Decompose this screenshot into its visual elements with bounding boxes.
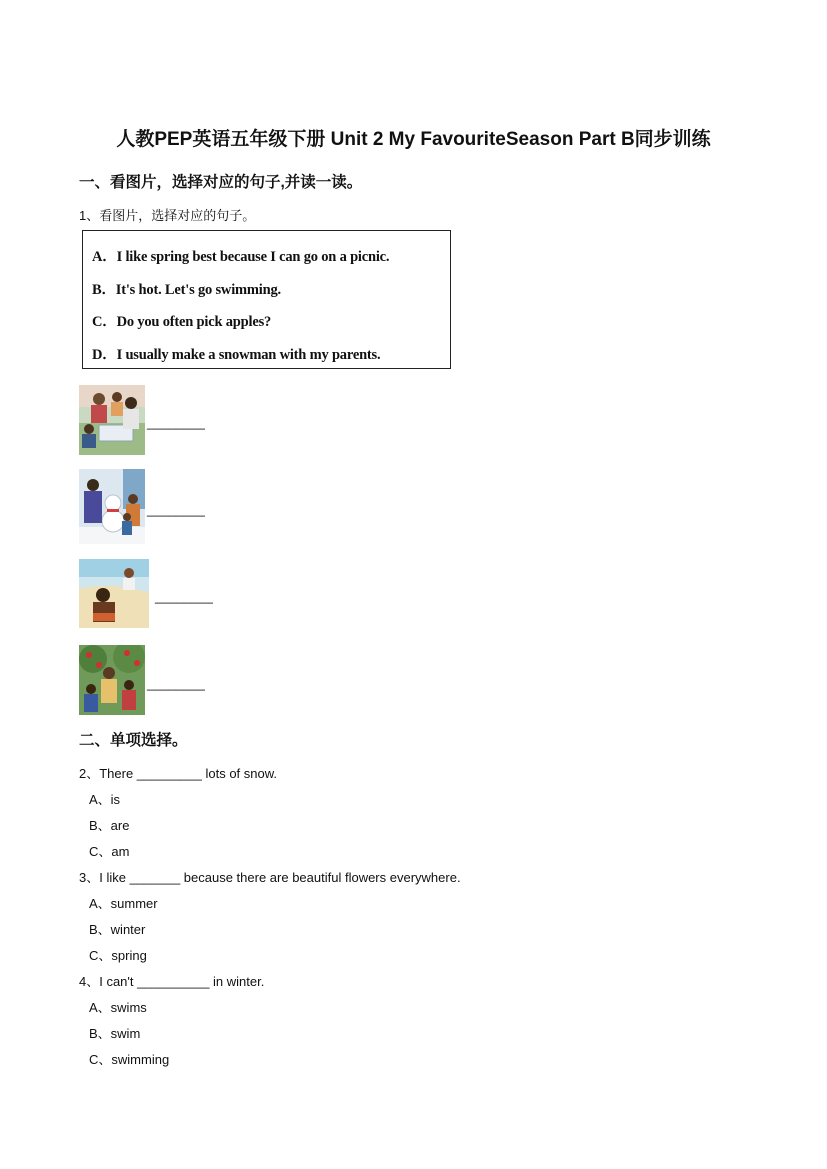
snowman-answer-blank: ________: [147, 502, 205, 517]
picnic-picture: [79, 385, 145, 455]
choice-b: B．It's hot. Let's go swimming.: [92, 282, 281, 298]
choice-box: [82, 230, 451, 369]
snowman-picture: [79, 469, 145, 544]
question-2-option-b[interactable]: B、are: [89, 818, 130, 833]
section-2-heading: 二、单项选择。: [79, 732, 188, 749]
question-1-stem: 1、看图片，选择对应的句子。: [79, 208, 256, 223]
choice-c: C．Do you often pick apples?: [92, 314, 272, 330]
beach-picture: [79, 559, 149, 628]
question-4-stem: 4、I can't __________ in winter.: [79, 974, 265, 989]
question-2-option-a[interactable]: A、is: [89, 792, 121, 807]
question-4-option-a[interactable]: A、swims: [89, 1000, 147, 1015]
question-3-stem: 3、I like _______ because there are beautiful flowers everywhere.: [79, 870, 461, 885]
apple-picking-answer-blank: ________: [147, 676, 205, 691]
question-3-option-b[interactable]: B、winter: [89, 922, 146, 937]
choice-d: D．I usually make a snowman with my parents.: [92, 347, 381, 363]
question-3-option-a[interactable]: A、summer: [89, 896, 158, 911]
apple-picking-picture: [79, 645, 145, 715]
beach-answer-blank: ________: [155, 589, 213, 604]
section-1-heading: 一、看图片，选择对应的句子,并读一读。: [79, 174, 363, 191]
choice-a: A．I like spring best because I can go on a picnic.: [92, 249, 390, 265]
question-2-stem: 2、There _________ lots of snow.: [79, 766, 278, 781]
page-title: 人教PEP英语五年级下册 Unit 2 My FavouriteSeason Part B同步训练: [116, 129, 711, 150]
question-3-option-c[interactable]: C、spring: [89, 948, 147, 963]
question-2-option-c[interactable]: C、am: [89, 844, 130, 859]
question-4-option-c[interactable]: C、swimming: [89, 1052, 170, 1067]
question-4-option-b[interactable]: B、swim: [89, 1026, 141, 1041]
picnic-answer-blank: ________: [147, 415, 205, 430]
